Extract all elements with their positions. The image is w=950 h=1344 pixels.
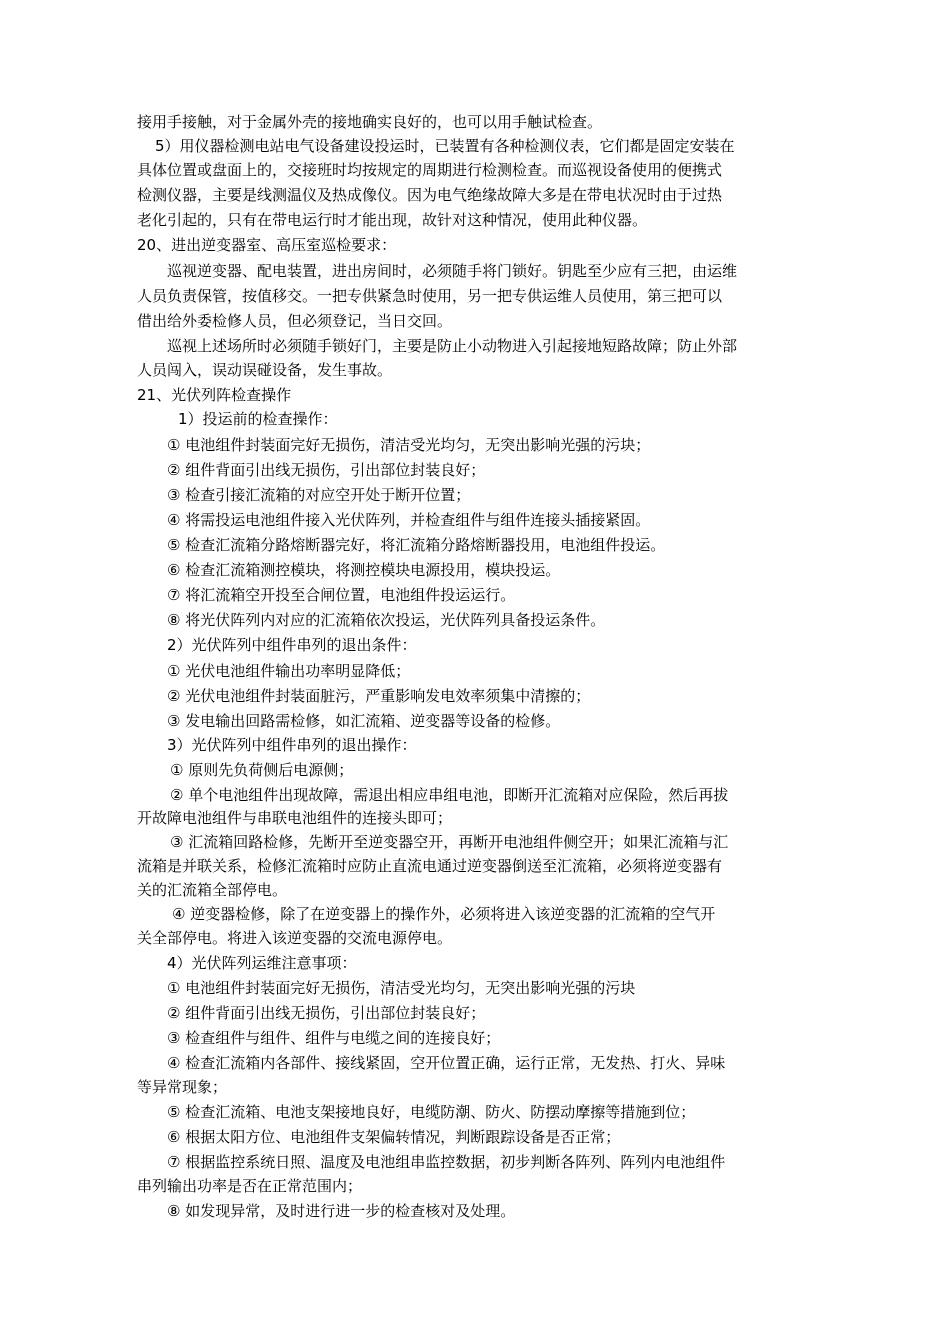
- list-item: ③ 发电输出回路需检修，如汇流箱、逆变器等设备的检修。: [167, 712, 561, 730]
- list-item: ⑦ 将汇流箱空开投至合闸位置，电池组件投运运行。: [167, 586, 516, 604]
- text-line: 人员闯入，误动误碰设备，发生事故。: [137, 361, 393, 379]
- section-heading: 20、进出逆变器室、高压室巡检要求：: [137, 236, 397, 254]
- list-item: ② 组件背面引出线无损伤，引出部位封装良好；: [167, 1004, 486, 1022]
- text-line: 巡视逆变器、配电装置，进出房间时，必须随手将门锁好。钥匙至少应有三把，由运维: [167, 262, 738, 280]
- list-item: ⑥ 检查汇流箱测控模块，将测控模块电源投用，模块投运。: [167, 561, 561, 579]
- list-item: ① 光伏电池组件输出功率明显降低；: [167, 662, 411, 680]
- list-item: ⑧ 将光伏阵列内对应的汇流箱依次投运，光伏阵列具备投运条件。: [167, 611, 606, 629]
- text-line: 流箱是并联关系，检修汇流箱时应防止直流电通过逆变器倒送至汇流箱，必须将逆变器有: [137, 857, 723, 875]
- list-item: ④ 逆变器检修，除了在逆变器上的操作外，必须将进入该逆变器的汇流箱的空气开: [172, 905, 716, 923]
- text-line: 开故障电池组件与串联电池组件的连接头即可；: [137, 809, 453, 827]
- list-item: ① 电池组件封装面完好无损伤，清洁受光均匀，无突出影响光强的污块: [167, 979, 636, 997]
- text-line: 等异常现象；: [137, 1078, 228, 1096]
- text-line: 关全部停电。将进入该逆变器的交流电源停电。: [137, 929, 453, 947]
- list-item: ⑥ 根据太阳方位、电池组件支架偏转情况，判断跟踪设备是否正常；: [167, 1128, 621, 1146]
- text-line: 具体位置或盘面上的，交接班时均按规定的周期进行检测检查。而巡视设备使用的便携式: [137, 161, 723, 179]
- subsection-heading: 1）投运前的检查操作：: [178, 410, 338, 428]
- text-line: 串列输出功率是否在正常范围内；: [137, 1177, 363, 1195]
- list-item: ③ 检查引接汇流箱的对应空开处于断开位置；: [167, 486, 471, 504]
- text-line: 关的汇流箱全部停电。: [137, 881, 288, 899]
- text-line: 人员负责保管，按值移交。一把专供紧急时使用，另一把专供运维人员使用，第三把可以: [137, 287, 723, 305]
- list-item: ① 电池组件封装面完好无损伤，清洁受光均匀，无突出影响光强的污块；: [167, 436, 651, 454]
- text-line: 接用手接触，对于金属外壳的接地确实良好的，也可以用手触试检查。: [137, 113, 603, 131]
- list-item: ② 单个电池组件出现故障，需退出相应串组电池，即断开汇流箱对应保险，然后再拔: [170, 786, 729, 804]
- text-line: 巡视上述场所时必须随手锁好门，主要是防止小动物进入引起接地短路故障；防止外部: [167, 337, 738, 355]
- section-heading: 21、光伏列阵检查操作: [137, 386, 292, 404]
- list-item: ⑤ 检查汇流箱分路熔断器完好，将汇流箱分路熔断器投用，电池组件投运。: [167, 536, 666, 554]
- list-item: ⑤ 检查汇流箱、电池支架接地良好，电缆防潮、防火、防摆动摩擦等措施到位；: [167, 1103, 696, 1121]
- list-item: ⑦ 根据监控系统日照、温度及电池组串监控数据，初步判断各阵列、阵列内电池组件: [167, 1153, 726, 1171]
- list-item: ① 原则先负荷侧后电源侧；: [170, 761, 354, 779]
- list-item: ⑧ 如发现异常，及时进行进一步的检查核对及处理。: [167, 1202, 516, 1220]
- list-item: ③ 汇流箱回路检修，先断开至逆变器空开，再断开电池组件侧空开；如果汇流箱与汇: [170, 833, 729, 851]
- subsection-heading: 3）光伏阵列中组件串列的退出操作：: [167, 736, 417, 754]
- text-line: 老化引起的，只有在带电运行时才能出现，故针对这种情况，使用此种仪器。: [137, 211, 648, 229]
- text-line: 5）用仪器检测电站电气设备建设投运时，已装置有各种检测仪表，它们都是固定安装在: [155, 137, 735, 155]
- subsection-heading: 2）光伏阵列中组件串列的退出条件：: [167, 636, 417, 654]
- list-item: ③ 检查组件与组件、组件与电缆之间的连接良好；: [167, 1029, 501, 1047]
- list-item: ④ 将需投运电池组件接入光伏阵列，并检查组件与组件连接头插接紧固。: [167, 511, 651, 529]
- text-line: 检测仪器，主要是线测温仪及热成像仪。因为电气绝缘故障大多是在带电状况时由于过热: [137, 186, 723, 204]
- list-item: ② 光伏电池组件封装面脏污，严重影响发电效率须集中清擦的；: [167, 687, 591, 705]
- list-item: ④ 检查汇流箱内各部件、接线紧固，空开位置正确，运行正常，无发热、打火、异味: [167, 1054, 726, 1072]
- text-line: 借出给外委检修人员，但必须登记，当日交回。: [137, 312, 453, 330]
- list-item: ② 组件背面引出线无损伤，引出部位封装良好；: [167, 461, 486, 479]
- subsection-heading: 4）光伏阵列运维注意事项：: [167, 954, 357, 972]
